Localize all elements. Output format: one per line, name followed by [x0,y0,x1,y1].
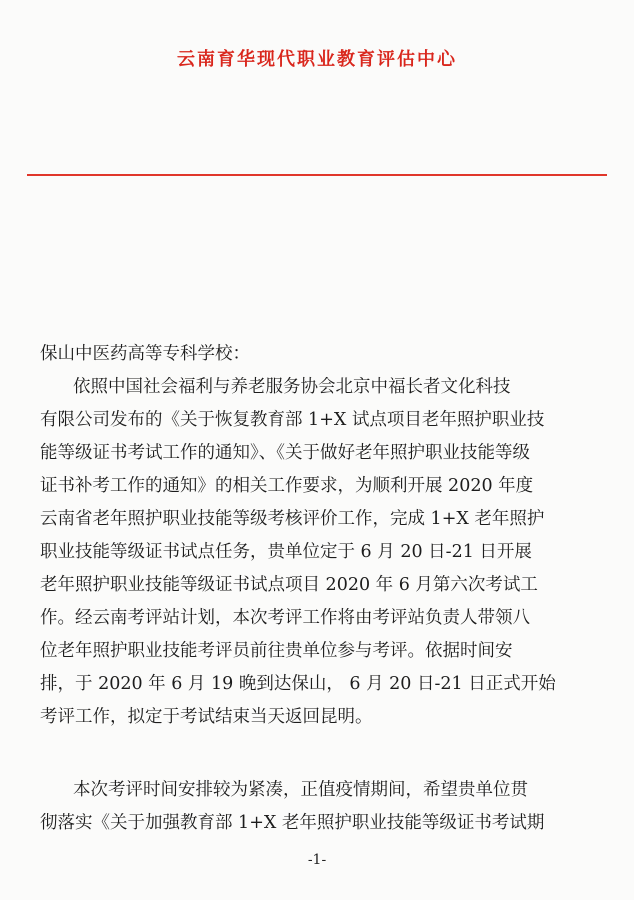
body-line: 依照中国社会福利与养老服务协会北京中福长者文化科技 [73,377,511,397]
letterhead-divider [27,174,607,176]
salutation: 保山中医药高等专科学校： [40,344,250,364]
body-line: 排，于 2020 年 6 月 19 晚到达保山， 6 月 20 日-21 日正式开始 [40,674,556,694]
body-line: 职业技能等级证书试点任务，贵单位定于 6 月 20 日-21 日开展 [40,542,532,562]
document-title-line-2 [0,288,634,318]
body-line: 位老年照护职业技能考评员前往贵单位参与考评。依据时间安 [40,641,513,661]
body-line: 作。经云南考评站计划，本次考评工作将由考评站负责人带领八 [40,608,530,628]
body-line: 有限公司发布的《关于恢复教育部 1+X 试点项目老年照护职业技 [40,410,545,430]
body-line: 彻落实《关于加强教育部 1+X 老年照护职业技能等级证书考试期 [40,813,545,833]
body-line: 云南省老年照护职业技能等级考核评价工作，完成 1+X 老年照护 [40,509,545,529]
body-line: 证书补考工作的通知》的相关工作要求，为顺利开展 2020 年度 [40,476,534,496]
body-line: 本次考评时间安排较为紧凑，正值疫情期间，希望贵单位贯 [73,780,528,800]
body-line: 考评工作，拟定于考试结束当天返回昆明。 [40,707,373,727]
document-title-line-1 [0,255,634,285]
body-line: 能等级证书考试工作的通知》、《关于做好老年照护职业技能等级 [40,443,530,463]
page-number: -1- [307,852,327,868]
letterhead-org-name: 云南育华现代职业教育评估中心 [177,49,457,70]
body-line: 老年照护职业技能等级证书试点项目 2020 年 6 月第六次考试工 [40,575,538,595]
